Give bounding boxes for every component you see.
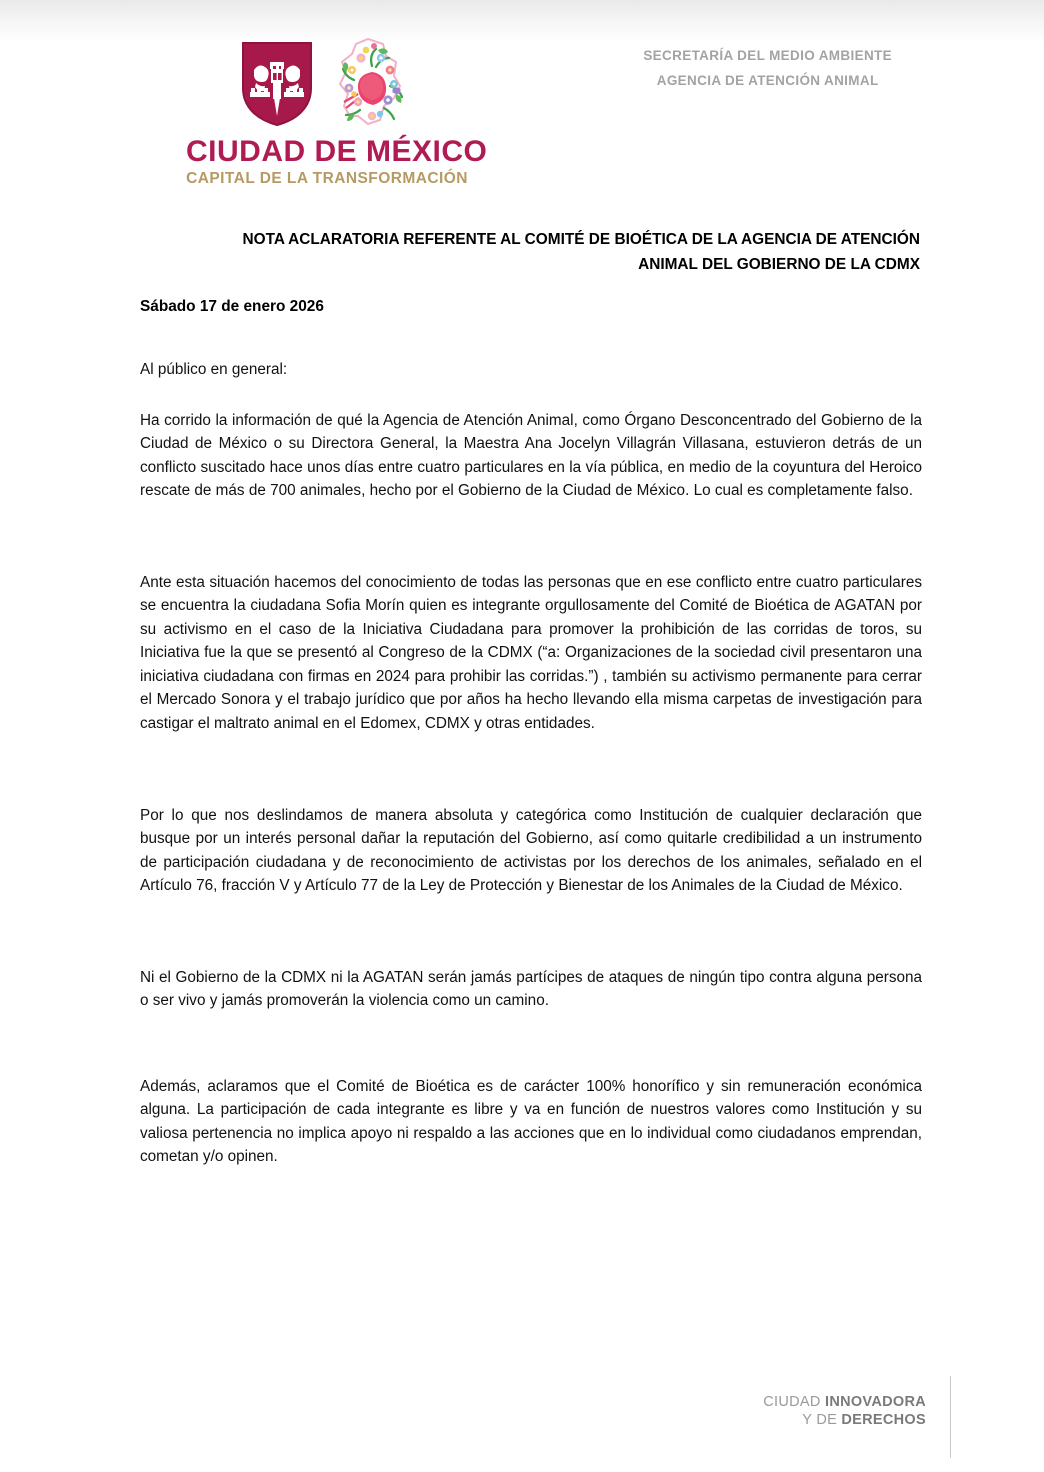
- body-paragraph-2: Ante esta situación hacemos del conocimiento de todas las personas que en ese conflicto entre cuatro particulares se encuentra la ciudadana Sofia Morín quien es integrante orgullosamente del Comité de Bioética de AGATAN por su activismo en el caso de la Iniciativa Ciudadana para promover la prohibición de las corridas de toros, su Iniciativa fue la que se presentó al Congreso de la CDMX (“a: Organizaciones de la sociedad civil presentaron una iniciativa ciudadana con firmas en 2024 para prohibir las corridas.”) , también su activismo permanente para cerrar el Mercado Sonora y el trabajo jurídico que por años ha hecho llevando ella misma carpetas de investigación para castigar el maltrato animal en el Edomex, CDMX y otras entidades.: [140, 573, 922, 733]
- document-header: [0, 0, 1044, 200]
- footer-mark-line-1-bold: INNOVADORA: [824, 1393, 926, 1410]
- footer-mark-line-1: [763, 1393, 926, 1412]
- document-footer: [0, 1352, 1044, 1472]
- body-paragraph-1: Ha corrido la información de qué la Agencia de Atención Animal, como Órgano Desconcentrado del Gobierno de la Ciudad de México o su Directora General, la Maestra Ana Jocelyn Villagrán Villasana, estuvieron detrás de un conflicto suscitado hace unos días entre cuatro particulares en la vía pública, en medio de la coyuntura del Heroico rescate de más de 700 animales, hecho por el Gobierno de la Ciudad de México. Lo cual es completamente falso.: [140, 411, 922, 500]
- logo-title: CIUDAD DE MÉXICO: [186, 135, 488, 168]
- footer-mark-line-1-light: CIUDAD: [763, 1393, 821, 1410]
- footer-mark-line-2-bold: DERECHOS: [841, 1412, 926, 1429]
- document-body: [140, 358, 922, 1169]
- ciudad-innovadora-mark: [763, 1393, 926, 1430]
- page-title-line-1: NOTA ACLARATORIA REFERENTE AL COMITÉ DE BIOÉTICA DE LA AGENCIA DE ATENCIÓN: [242, 231, 920, 248]
- cdmx-shield-icon: [240, 40, 314, 128]
- logo-subtitle: CAPITAL DE LA TRANSFORMACIÓN: [186, 169, 468, 187]
- paragraph-spacer: [140, 503, 922, 571]
- salutation: Al público en general:: [140, 361, 288, 378]
- page-title-line-2: ANIMAL DEL GOBIERNO DE LA CDMX: [638, 255, 920, 273]
- cdmx-floral-map-icon: [328, 36, 414, 128]
- body-paragraph-3: Por lo que nos deslindamos de manera absoluta y categórica como Institución de cualquier declaración que busque por un interés personal dañar la reputación del Gobierno, así como quitarle credibilidad a un instrumento de participación ciudadana y de reconocimiento de activistas por los derechos de los animales, señalado en el Artículo 76, fracción V y Artículo 77 de la Ley de Protección y Bienestar de los Animales de la Ciudad de México.: [140, 806, 922, 895]
- cdmx-logo-block: [186, 36, 488, 188]
- footer-mark-line-2: [763, 1411, 926, 1430]
- department-line-1: SECRETARÍA DEL MEDIO AMBIENTE: [643, 48, 892, 63]
- page-title: [140, 228, 920, 278]
- body-paragraph-5: Además, aclaramos que el Comité de Bioética es de carácter 100% honorífico y sin remuneración económica alguna. La participación de cada integrante es libre y va en función de nuestros valores como Institución y su valiosa pertenencia no implica apoyo ni respaldo a las acciones que en lo individual como ciudadanos emprendan, cometan y/o opinen.: [140, 1077, 922, 1166]
- body-paragraph-4: Ni el Gobierno de la CDMX ni la AGATAN serán jamás partícipes de ataques de ningún tipo contra alguna persona o ser vivo y jamás promoverán la violencia como un camino.: [140, 968, 922, 1010]
- footer-mark-line-2-light: Y DE: [802, 1412, 838, 1429]
- department-line-2: AGENCIA DE ATENCIÓN ANIMAL: [656, 72, 879, 88]
- cdmx-wordmark: [186, 135, 488, 188]
- paragraph-spacer: [140, 898, 922, 966]
- emblem-row: [186, 36, 468, 128]
- department-heading: [643, 44, 892, 94]
- footer-divider: [950, 1376, 951, 1458]
- paragraph-spacer: [140, 1013, 922, 1075]
- paragraph-spacer: [140, 736, 922, 804]
- document-date: Sábado 17 de enero 2026: [140, 298, 324, 315]
